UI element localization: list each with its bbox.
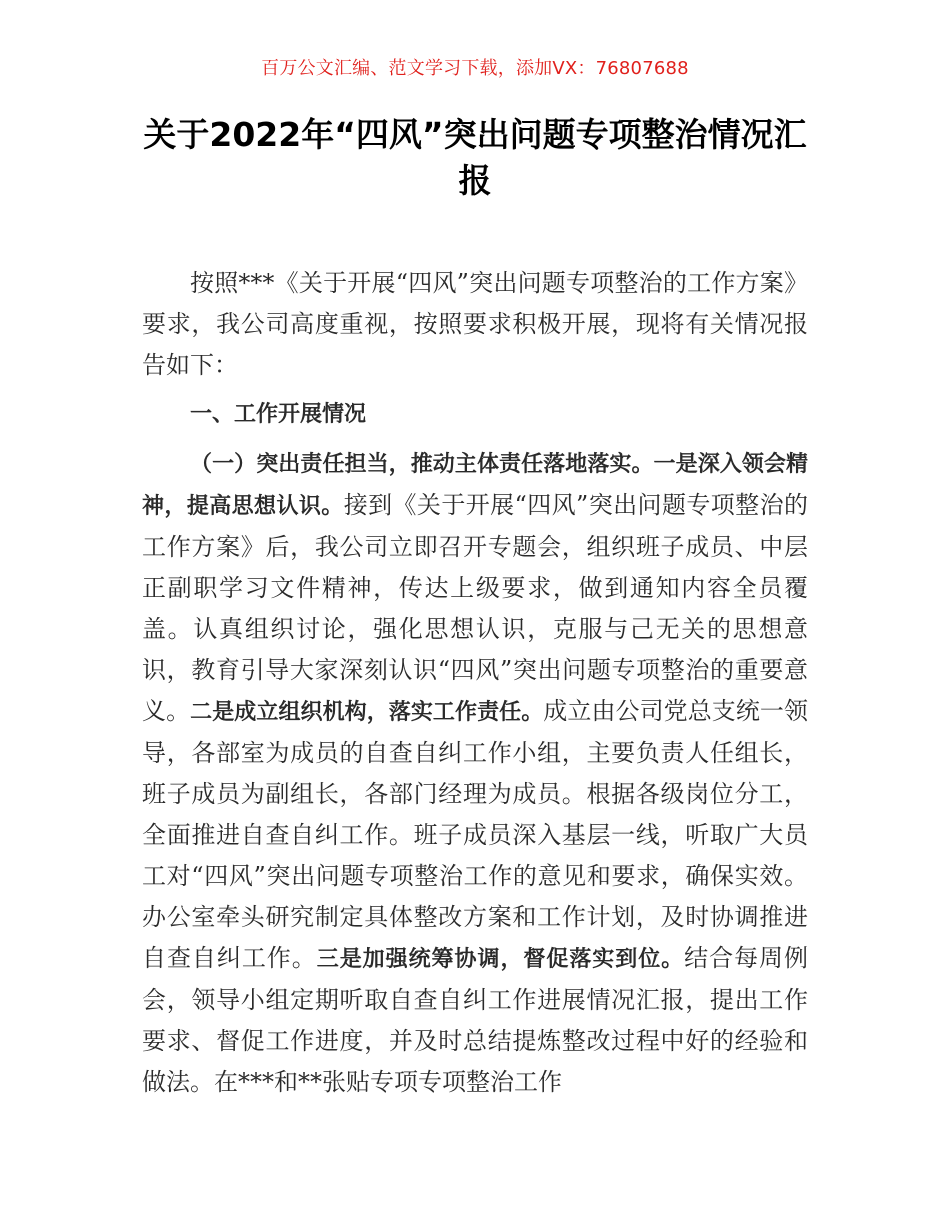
document-title: 关于2022年“四风”突出问题专项整治情况汇报 [143, 115, 807, 200]
lead-bold-text: （一）突出责任担当，推动主体责任落地落实。一是深入领会精神，提高思想认识。 [142, 452, 808, 519]
paragraph-text-3: 结合每周例会，领导小组定期听取自查自纠工作进展情况汇报，提出工作要求、督促工作进度，并及时总结提炼整改过程中好的经验和做法。在***和**张贴专项专项整治工作 [142, 944, 809, 1096]
section-heading: 一、工作开展情况 [190, 402, 367, 427]
point-three-bold: 三是加强统筹协调，督促落实到位。 [316, 947, 685, 972]
watermark-text: 百万公文汇编、范文学习下载，添加VX：76807688 [261, 58, 689, 79]
section-paragraph [142, 443, 808, 1103]
intro-paragraph: 按照***《关于开展“四风”突出问题专项整治的工作方案》要求，我公司高度重视，按照要求积极开展，现将有关情况报告如下： [142, 269, 808, 379]
point-two-bold: 二是成立组织机构，落实工作责任。 [190, 700, 544, 725]
document-body [142, 263, 808, 1103]
paragraph-text-1: 接到《关于开展“四风”突出问题专项整治的工作方案》后，我公司立即召开专题会，组织班子成员、中层正副职学习文件精神，传达上级要求，做到通知内容全员覆盖。认真组织讨论，强化思想认识，克服与己无关的思想意识，教育引导大家深刻认识“四风”突出问题专项整治的重要意义。 [142, 491, 808, 725]
paragraph-text-2: 成立由公司党总支统一领导，各部室为成员的自查自纠工作小组，主要负责人任组长，班子成员为副组长，各部门经理为成员。根据各级岗位分工，全面推进自查自纠工作。班子成员深入基层一线，听取广大员工对“四风”突出问题专项整治工作的意见和要求，确保实效。办公室牵头研究制定具体整改方案和工作计划，及时协调推进自查自纠工作。 [142, 697, 809, 972]
